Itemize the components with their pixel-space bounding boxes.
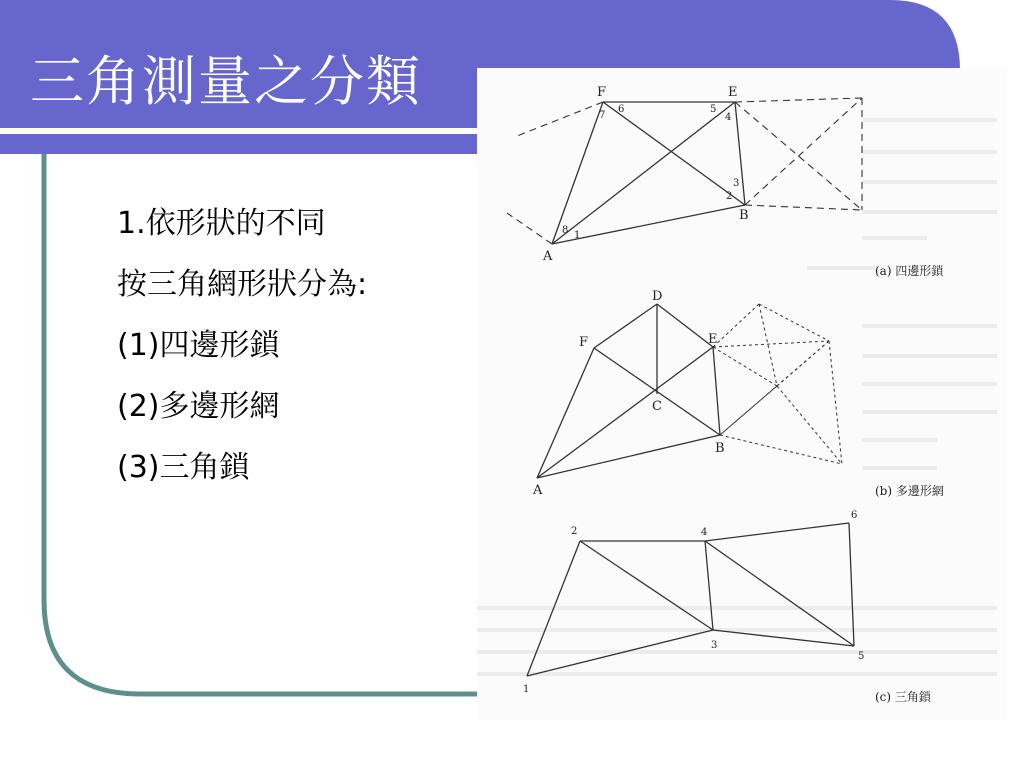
- vertex-label-F: F: [597, 85, 607, 100]
- angle-label-2: 2: [726, 191, 733, 202]
- triangulation-figure-svg: [477, 68, 1007, 720]
- vertex-label-4: 4: [701, 527, 708, 538]
- vertex-label-D: D: [652, 289, 663, 304]
- body-line-5: (3)三角鎖: [117, 450, 250, 485]
- angle-label-3: 3: [733, 178, 740, 189]
- vertex-label-B: B: [739, 208, 749, 223]
- vertex-label-5: 5: [858, 651, 865, 662]
- vertex-label-6: 6: [851, 510, 858, 521]
- vertex-label-B: B: [715, 441, 725, 456]
- figure-background: [477, 68, 1007, 720]
- vertex-label-E: E: [708, 332, 718, 347]
- vertex-label-F: F: [579, 335, 589, 350]
- vertex-label-3: 3: [711, 640, 718, 651]
- vertex-label-E: E: [728, 85, 738, 100]
- vertex-label-C: C: [652, 399, 662, 414]
- body-line-2: 按三角網形狀分為:: [117, 267, 368, 302]
- triangulation-figure: [477, 68, 1007, 720]
- angle-label-8: 8: [562, 225, 569, 236]
- caption-polygon-network: (b) 多邊形網: [875, 484, 944, 498]
- angle-label-1: 1: [574, 230, 581, 241]
- body-line-3: (1)四邊形鎖: [117, 328, 280, 363]
- vertex-label-1: 1: [523, 684, 530, 695]
- angle-label-4: 4: [725, 112, 732, 123]
- angle-label-7: 7: [599, 110, 606, 121]
- caption-quadrilateral-chain: (a) 四邊形鎖: [875, 264, 944, 278]
- body-text: [117, 193, 367, 498]
- body-line-1: 1.依形狀的不同: [117, 206, 326, 241]
- slide-title: 三角測量之分類: [30, 50, 422, 113]
- vertex-label-A: A: [533, 483, 543, 498]
- caption-triangle-chain: (c) 三角鎖: [875, 690, 931, 704]
- angle-label-6: 6: [618, 104, 625, 115]
- body-line-4: (2)多邊形網: [117, 389, 280, 424]
- vertex-label-A: A: [543, 249, 553, 264]
- vertex-label-2: 2: [571, 526, 578, 537]
- angle-label-5: 5: [710, 104, 717, 115]
